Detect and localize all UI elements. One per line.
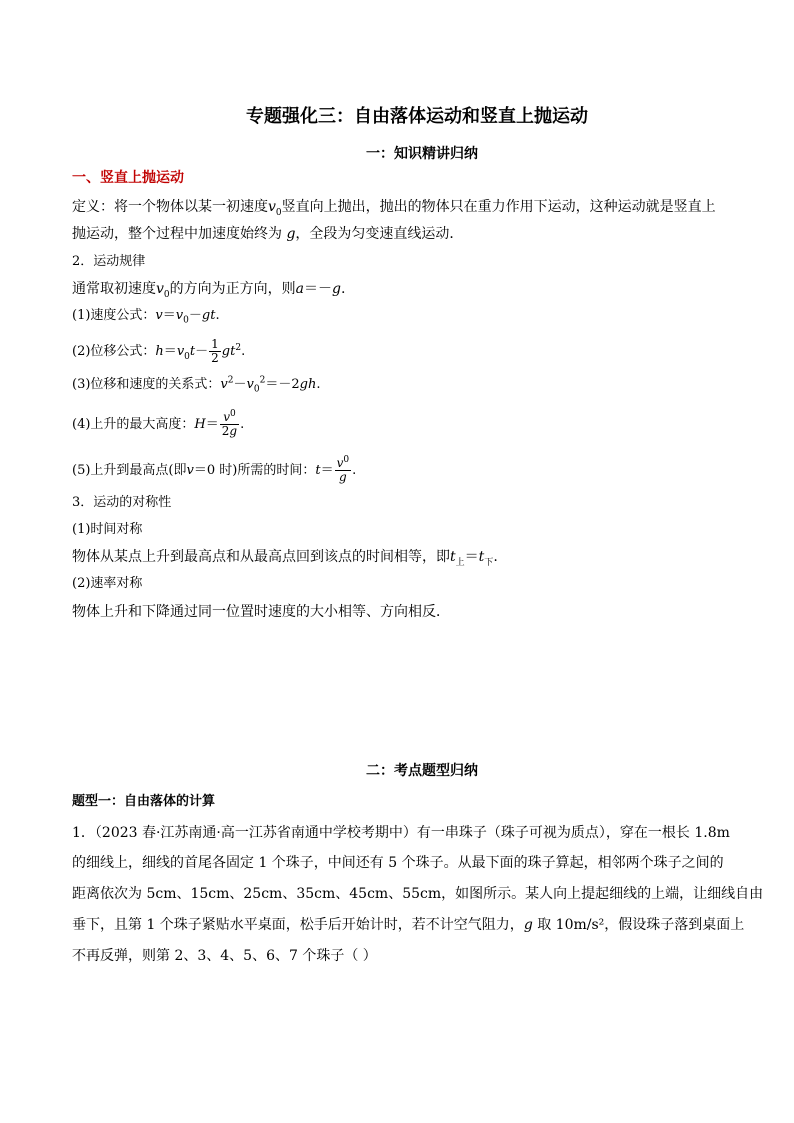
definition-text-c: 抛运动，整个过程中加速度始终为 [72, 226, 282, 242]
rule-title: 2．运动规律 [72, 254, 146, 269]
rule-intro-a: 通常取初速度 [72, 281, 156, 297]
formula-max-height-label: (4)上升的最大高度： [72, 417, 195, 433]
formula-time-label-a: (5)上升到最高点(即 [72, 463, 187, 479]
formula-displacement: (2)位移公式：$h=v_0t-$ $\frac{1}{2}$ $gt^2$. [72, 337, 246, 366]
question-1-line-4: 垂下，且第 1 个珠子紧贴水平桌面，松手后开始计时，若不计空气阻力，g 取 10m/s²，假设珠子落到桌面上 [72, 917, 745, 933]
time-symmetry-title: (1)时间对称 [72, 522, 143, 537]
formula-time-label-b: ＝0 时)所需的时间： [193, 463, 316, 479]
formula-velocity-label: (1)速度公式： [72, 308, 156, 323]
fraction-v0sq-2g: $\frac{v^0}{2g}$ [221, 409, 238, 439]
fraction-v0-g: $\frac{v^0}{g}$ [336, 455, 350, 485]
symmetry-title: 3．运动的对称性 [72, 495, 172, 510]
v0-subscript: 0 [275, 207, 282, 218]
definition-line-1 [72, 199, 716, 218]
question-1-line-1: 1．（2023 春·江苏南通·高一江苏省南通中学校考期中）有一串珠子（珠子可视为质点），穿在一根长 1.8m [72, 825, 730, 841]
question-1-line-3: 距离依次为 5cm、15cm、25cm、35cm、45cm、55cm，如图所示。某人向上提起细线的上端，让细线自由 [72, 886, 764, 902]
definition-text-d: ，全段为匀变速直线运动． [295, 226, 464, 242]
formula-vd-label: (3)位移和速度的关系式： [72, 377, 221, 392]
definition-line-2 [72, 227, 463, 241]
page-title: 专题强化三：自由落体运动和竖直上抛运动 [246, 106, 588, 127]
formula-displacement-label: (2)位移公式： [72, 344, 156, 360]
subheading-vertical-throw: 一、竖直上抛运动 [72, 170, 184, 186]
definition-text-b: 竖直向上抛出，抛出的物体只在重力作用下运动，这种运动就是竖直上 [281, 199, 716, 215]
speed-symmetry-title: (2)速率对称 [72, 576, 143, 591]
question-1-line-5: 不再反弹，则第 2、3、4、5、6、7 个珠子（ ） [72, 948, 377, 964]
question-type-1: 题型一：自由落体的计算 [72, 794, 216, 809]
formula-time-to-top: (5)上升到最高点(即v＝0 时)所需的时间：t＝ $\frac{v^0}{g}$ . [72, 455, 357, 485]
question-1-line-2: 的细线上，细线的首尾各固定 1 个珠子，中间还有 5 个珠子。从最下面的珠子算起，相邻两个珠子之间的 [72, 855, 724, 871]
section-heading-exam: 二：考点题型归纳 [366, 763, 478, 779]
g-symbol: g [282, 226, 296, 242]
fraction-half: $\frac{1}{2}$ [211, 337, 219, 366]
time-symmetry-body: 物体从某点上升到最高点和从最高点回到该点的时间相等，即 [72, 549, 450, 565]
v0-symbol: v [268, 199, 276, 215]
formula-velocity: (1)速度公式：$v=v_0-gt$. [72, 308, 220, 326]
rule-intro: 通常取初速度$v_0$的方向为正方向，则a＝－g. [72, 281, 346, 300]
definition-text-a: 定义：将一个物体以某一初速度 [72, 199, 268, 215]
rule-intro-b: 的方向为正方向，则 [169, 281, 296, 297]
section-heading-knowledge: 一：知识精讲归纳 [366, 146, 478, 162]
formula-max-height: (4)上升的最大高度：H＝ $\frac{v^0}{2g}$ . [72, 409, 245, 439]
speed-symmetry-text: 物体上升和下降通过同一位置时速度的大小相等、方向相反． [72, 604, 450, 620]
time-symmetry-text: 物体从某点上升到最高点和从最高点回到该点的时间相等，即$t_上=t_下$. [72, 549, 498, 568]
formula-velocity-displacement: (3)位移和速度的关系式：$v^2-v_0^2=-2gh$. [72, 375, 321, 395]
rule-intro-c: ＝－ [304, 281, 333, 297]
question-1-line-4-b: 取 10m/s²，假设珠子落到桌面上 [532, 917, 745, 933]
question-1-line-4-a: 垂下，且第 1 个珠子紧贴水平桌面，松手后开始计时，若不计空气阻力， [72, 917, 524, 933]
